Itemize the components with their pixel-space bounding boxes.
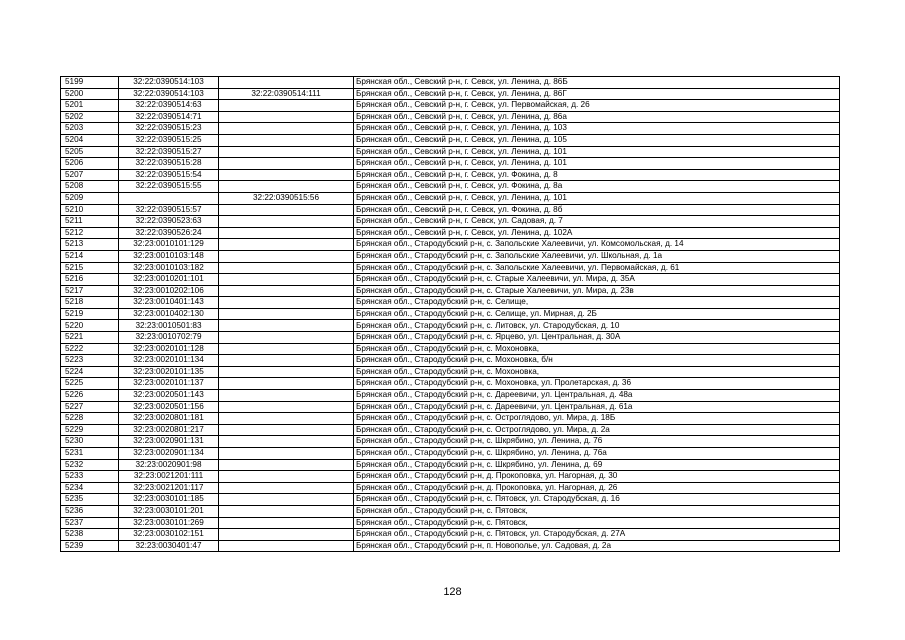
row-number-cell: 5199 [61, 77, 119, 89]
table-row [61, 459, 840, 471]
cadastral-number-cell: 32:23:0030101:185 [119, 494, 219, 506]
address-cell: Брянская обл., Стародубский р-н, с. Старые Халеевичи, ул. Мира, д. 23в [354, 285, 840, 297]
address-cell: Брянская обл., Севский р-н, г. Севск, ул. Ленина, д. 105 [354, 134, 840, 146]
cadastral-number-cell: 32:23:0010201:101 [119, 274, 219, 286]
linked-cadastral-number-cell [219, 366, 354, 378]
table-row [61, 111, 840, 123]
table-row [61, 227, 840, 239]
cadastral-number-cell: 32:23:0010101:129 [119, 239, 219, 251]
row-number-cell: 5233 [61, 471, 119, 483]
table-row [61, 436, 840, 448]
table-row [61, 204, 840, 216]
table-row [61, 540, 840, 552]
address-cell: Брянская обл., Стародубский р-н, с. Старые Халеевичи, ул. Мира, д. 35А [354, 274, 840, 286]
address-cell: Брянская обл., Стародубский р-н, с. Пятовск, [354, 505, 840, 517]
linked-cadastral-number-cell [219, 343, 354, 355]
row-number-cell: 5200 [61, 88, 119, 100]
cadastral-number-cell: 32:23:0010402:130 [119, 308, 219, 320]
row-number-cell: 5223 [61, 355, 119, 367]
row-number-cell: 5239 [61, 540, 119, 552]
row-number-cell: 5211 [61, 216, 119, 228]
row-number-cell: 5224 [61, 366, 119, 378]
linked-cadastral-number-cell [219, 134, 354, 146]
linked-cadastral-number-cell [219, 517, 354, 529]
table-row [61, 216, 840, 228]
linked-cadastral-number-cell [219, 390, 354, 402]
linked-cadastral-number-cell [219, 529, 354, 541]
address-cell: Брянская обл., Стародубский р-н, с. Остроглядово, ул. Мира, д. 18Б [354, 413, 840, 425]
linked-cadastral-number-cell [219, 77, 354, 89]
row-number-cell: 5206 [61, 158, 119, 170]
address-cell: Брянская обл., Севский р-н, г. Севск, ул. Ленина, д. 101 [354, 192, 840, 204]
table-row [61, 413, 840, 425]
address-cell: Брянская обл., Стародубский р-н, с. Пятовск, [354, 517, 840, 529]
table-row [61, 169, 840, 181]
table-row [61, 401, 840, 413]
address-cell: Брянская обл., Севский р-н, г. Севск, ул. Первомайская, д. 26 [354, 100, 840, 112]
row-number-cell: 5208 [61, 181, 119, 193]
row-number-cell: 5230 [61, 436, 119, 448]
row-number-cell: 5229 [61, 424, 119, 436]
cadastral-number-cell: 32:23:0020101:135 [119, 366, 219, 378]
linked-cadastral-number-cell [219, 123, 354, 135]
table-row [61, 274, 840, 286]
table-row [61, 343, 840, 355]
address-cell: Брянская обл., Стародубский р-н, с. Мохоновка, ул. Пролетарская, д. 36 [354, 378, 840, 390]
cadastral-number-cell: 32:22:0390515:57 [119, 204, 219, 216]
linked-cadastral-number-cell [219, 239, 354, 251]
table-row [61, 424, 840, 436]
address-cell: Брянская обл., Стародубский р-н, с. Запольские Халеевичи, ул. Школьная, д. 1а [354, 250, 840, 262]
cadastral-number-cell: 32:23:0020801:181 [119, 413, 219, 425]
cadastral-number-cell: 32:23:0020901:134 [119, 448, 219, 460]
table-row [61, 123, 840, 135]
row-number-cell: 5216 [61, 274, 119, 286]
table-row [61, 355, 840, 367]
cadastral-number-cell: 32:23:0021201:117 [119, 482, 219, 494]
row-number-cell: 5232 [61, 459, 119, 471]
address-cell: Брянская обл., Стародубский р-н, с. Мохоновка, б/н [354, 355, 840, 367]
row-number-cell: 5204 [61, 134, 119, 146]
cadastral-number-cell: 32:23:0020101:137 [119, 378, 219, 390]
address-cell: Брянская обл., Стародубский р-н, с. Шкрябино, ул. Ленина, д. 76а [354, 448, 840, 460]
table-row [61, 332, 840, 344]
row-number-cell: 5218 [61, 297, 119, 309]
cadastral-number-cell: 32:22:0390515:25 [119, 134, 219, 146]
table-row [61, 158, 840, 170]
table-row [61, 448, 840, 460]
address-cell: Брянская обл., Стародубский р-н, с. Дареевичи, ул. Центральная, д. 61а [354, 401, 840, 413]
linked-cadastral-number-cell [219, 424, 354, 436]
address-cell: Брянская обл., Стародубский р-н, с. Запольские Халеевичи, ул. Комсомольская, д. 14 [354, 239, 840, 251]
row-number-cell: 5210 [61, 204, 119, 216]
row-number-cell: 5235 [61, 494, 119, 506]
cadastral-number-cell: 32:22:0390515:28 [119, 158, 219, 170]
address-cell: Брянская обл., Стародубский р-н, с. Селище, ул. Мирная, д. 2Б [354, 308, 840, 320]
linked-cadastral-number-cell [219, 204, 354, 216]
linked-cadastral-number-cell [219, 471, 354, 483]
table-row [61, 100, 840, 112]
linked-cadastral-number-cell [219, 413, 354, 425]
table-row [61, 146, 840, 158]
linked-cadastral-number-cell [219, 274, 354, 286]
address-cell: Брянская обл., Стародубский р-н, д. Прокоповка, ул. Нагорная, д. 26 [354, 482, 840, 494]
table-row [61, 262, 840, 274]
cadastral-number-cell: 32:23:0020901:131 [119, 436, 219, 448]
table-row [61, 366, 840, 378]
cadastral-number-cell: 32:23:0010103:148 [119, 250, 219, 262]
linked-cadastral-number-cell [219, 332, 354, 344]
cadastral-number-cell: 32:22:0390515:27 [119, 146, 219, 158]
cadastral-number-cell: 32:22:0390515:54 [119, 169, 219, 181]
linked-cadastral-number-cell [219, 540, 354, 552]
linked-cadastral-number-cell [219, 158, 354, 170]
row-number-cell: 5220 [61, 320, 119, 332]
address-cell: Брянская обл., Стародубский р-н, с. Шкрябино, ул. Ленина, д. 69 [354, 459, 840, 471]
table-row [61, 250, 840, 262]
address-cell: Брянская обл., Стародубский р-н, с. Пятовск, ул. Стародубская, д. 16 [354, 494, 840, 506]
address-cell: Брянская обл., Севский р-н, г. Севск, ул. Ленина, д. 101 [354, 158, 840, 170]
linked-cadastral-number-cell [219, 378, 354, 390]
address-cell: Брянская обл., Стародубский р-н, с. Дареевичи, ул. Центральная, д. 48а [354, 390, 840, 402]
cadastral-number-cell: 32:23:0020101:134 [119, 355, 219, 367]
address-cell: Брянская обл., Севский р-н, г. Севск, ул. Садовая, д. 7 [354, 216, 840, 228]
address-cell: Брянская обл., Стародубский р-н, с. Ярцево, ул. Центральная, д. 30А [354, 332, 840, 344]
row-number-cell: 5207 [61, 169, 119, 181]
address-cell: Брянская обл., Севский р-н, г. Севск, ул. Фокина, д. 8а [354, 181, 840, 193]
cadastral-number-cell: 32:22:0390514:71 [119, 111, 219, 123]
cadastral-number-cell: 32:23:0030102:151 [119, 529, 219, 541]
table-row [61, 320, 840, 332]
cadastral-number-cell: 32:23:0010103:182 [119, 262, 219, 274]
table-row [61, 505, 840, 517]
row-number-cell: 5202 [61, 111, 119, 123]
cadastral-number-cell: 32:23:0020501:143 [119, 390, 219, 402]
row-number-cell: 5215 [61, 262, 119, 274]
address-cell: Брянская обл., Стародубский р-н, д. Прокоповка, ул. Нагорная, д. 30 [354, 471, 840, 483]
linked-cadastral-number-cell [219, 320, 354, 332]
address-cell: Брянская обл., Стародубский р-н, с. Литовск, ул. Стародубская, д. 10 [354, 320, 840, 332]
cadastral-number-cell: 32:23:0010702:79 [119, 332, 219, 344]
row-number-cell: 5238 [61, 529, 119, 541]
table-body [61, 77, 840, 552]
address-cell: Брянская обл., Стародубский р-н, п. Новополье, ул. Садовая, д. 2а [354, 540, 840, 552]
cadastral-number-cell: 32:23:0010202:106 [119, 285, 219, 297]
table-row [61, 378, 840, 390]
address-cell: Брянская обл., Севский р-н, г. Севск, ул. Ленина, д. 86Б [354, 77, 840, 89]
cadastral-number-cell: 32:23:0030401:47 [119, 540, 219, 552]
address-cell: Брянская обл., Стародубский р-н, с. Мохоновка, [354, 366, 840, 378]
address-cell: Брянская обл., Стародубский р-н, с. Селище, [354, 297, 840, 309]
address-cell: Брянская обл., Севский р-н, г. Севск, ул. Ленина, д. 103 [354, 123, 840, 135]
table-row [61, 482, 840, 494]
linked-cadastral-number-cell [219, 111, 354, 123]
linked-cadastral-number-cell [219, 505, 354, 517]
row-number-cell: 5212 [61, 227, 119, 239]
row-number-cell: 5234 [61, 482, 119, 494]
address-cell: Брянская обл., Севский р-н, г. Севск, ул. Фокина, д. 8б [354, 204, 840, 216]
linked-cadastral-number-cell: 32:22:0390514:111 [219, 88, 354, 100]
cadastral-number-cell: 32:23:0020901:98 [119, 459, 219, 471]
linked-cadastral-number-cell [219, 100, 354, 112]
cadastral-number-cell: 32:22:0390515:55 [119, 181, 219, 193]
linked-cadastral-number-cell [219, 262, 354, 274]
row-number-cell: 5203 [61, 123, 119, 135]
linked-cadastral-number-cell [219, 401, 354, 413]
row-number-cell: 5222 [61, 343, 119, 355]
cadastral-number-cell: 32:23:0010501:83 [119, 320, 219, 332]
row-number-cell: 5226 [61, 390, 119, 402]
row-number-cell: 5236 [61, 505, 119, 517]
cadastral-number-cell: 32:22:0390514:63 [119, 100, 219, 112]
cadastral-number-cell: 32:23:0020801:217 [119, 424, 219, 436]
address-cell: Брянская обл., Стародубский р-н, с. Пятовск, ул. Стародубская, д. 27А [354, 529, 840, 541]
linked-cadastral-number-cell [219, 436, 354, 448]
table-row [61, 297, 840, 309]
row-number-cell: 5225 [61, 378, 119, 390]
address-cell: Брянская обл., Севский р-н, г. Севск, ул. Ленина, д. 102А [354, 227, 840, 239]
row-number-cell: 5214 [61, 250, 119, 262]
cadastral-number-cell: 32:23:0020101:128 [119, 343, 219, 355]
row-number-cell: 5213 [61, 239, 119, 251]
row-number-cell: 5209 [61, 192, 119, 204]
row-number-cell: 5231 [61, 448, 119, 460]
cadastral-table [60, 76, 840, 552]
cadastral-number-cell: 32:22:0390514:103 [119, 88, 219, 100]
cadastral-number-cell: 32:23:0030101:269 [119, 517, 219, 529]
linked-cadastral-number-cell [219, 285, 354, 297]
address-cell: Брянская обл., Севский р-н, г. Севск, ул. Ленина, д. 86Г [354, 88, 840, 100]
linked-cadastral-number-cell [219, 297, 354, 309]
table-row [61, 77, 840, 89]
linked-cadastral-number-cell [219, 448, 354, 460]
table-row [61, 517, 840, 529]
page-number: 128 [443, 586, 462, 598]
row-number-cell: 5205 [61, 146, 119, 158]
linked-cadastral-number-cell [219, 181, 354, 193]
table-row [61, 239, 840, 251]
linked-cadastral-number-cell [219, 482, 354, 494]
address-cell: Брянская обл., Стародубский р-н, с. Остроглядово, ул. Мира, д. 2а [354, 424, 840, 436]
table-row [61, 494, 840, 506]
cadastral-number-cell: 32:23:0021201:111 [119, 471, 219, 483]
linked-cadastral-number-cell [219, 459, 354, 471]
linked-cadastral-number-cell [219, 250, 354, 262]
cadastral-number-cell [119, 192, 219, 204]
table-row [61, 308, 840, 320]
cadastral-number-cell: 32:22:0390515:23 [119, 123, 219, 135]
row-number-cell: 5228 [61, 413, 119, 425]
cadastral-number-cell: 32:23:0010401:143 [119, 297, 219, 309]
table-row [61, 181, 840, 193]
linked-cadastral-number-cell: 32:22:0390515:56 [219, 192, 354, 204]
table-row [61, 134, 840, 146]
cadastral-number-cell: 32:23:0020501:156 [119, 401, 219, 413]
row-number-cell: 5221 [61, 332, 119, 344]
linked-cadastral-number-cell [219, 494, 354, 506]
linked-cadastral-number-cell [219, 227, 354, 239]
row-number-cell: 5237 [61, 517, 119, 529]
linked-cadastral-number-cell [219, 169, 354, 181]
linked-cadastral-number-cell [219, 355, 354, 367]
address-cell: Брянская обл., Севский р-н, г. Севск, ул. Фокина, д. 8 [354, 169, 840, 181]
linked-cadastral-number-cell [219, 146, 354, 158]
address-cell: Брянская обл., Стародубский р-н, с. Мохоновка, [354, 343, 840, 355]
cadastral-number-cell: 32:22:0390523:63 [119, 216, 219, 228]
table-row [61, 529, 840, 541]
address-cell: Брянская обл., Севский р-н, г. Севск, ул. Ленина, д. 86а [354, 111, 840, 123]
table-row [61, 285, 840, 297]
table-row [61, 88, 840, 100]
address-cell: Брянская обл., Стародубский р-н, с. Запольские Халеевичи, ул. Первомайская, д. 61 [354, 262, 840, 274]
table-row [61, 390, 840, 402]
row-number-cell: 5227 [61, 401, 119, 413]
cadastral-number-cell: 32:22:0390526:24 [119, 227, 219, 239]
cadastral-number-cell: 32:23:0030101:201 [119, 505, 219, 517]
cadastral-number-cell: 32:22:0390514:103 [119, 77, 219, 89]
linked-cadastral-number-cell [219, 308, 354, 320]
address-cell: Брянская обл., Севский р-н, г. Севск, ул. Ленина, д. 101 [354, 146, 840, 158]
table-row [61, 471, 840, 483]
linked-cadastral-number-cell [219, 216, 354, 228]
table-row [61, 192, 840, 204]
row-number-cell: 5219 [61, 308, 119, 320]
address-cell: Брянская обл., Стародубский р-н, с. Шкрябино, ул. Ленина, д. 76 [354, 436, 840, 448]
row-number-cell: 5217 [61, 285, 119, 297]
row-number-cell: 5201 [61, 100, 119, 112]
